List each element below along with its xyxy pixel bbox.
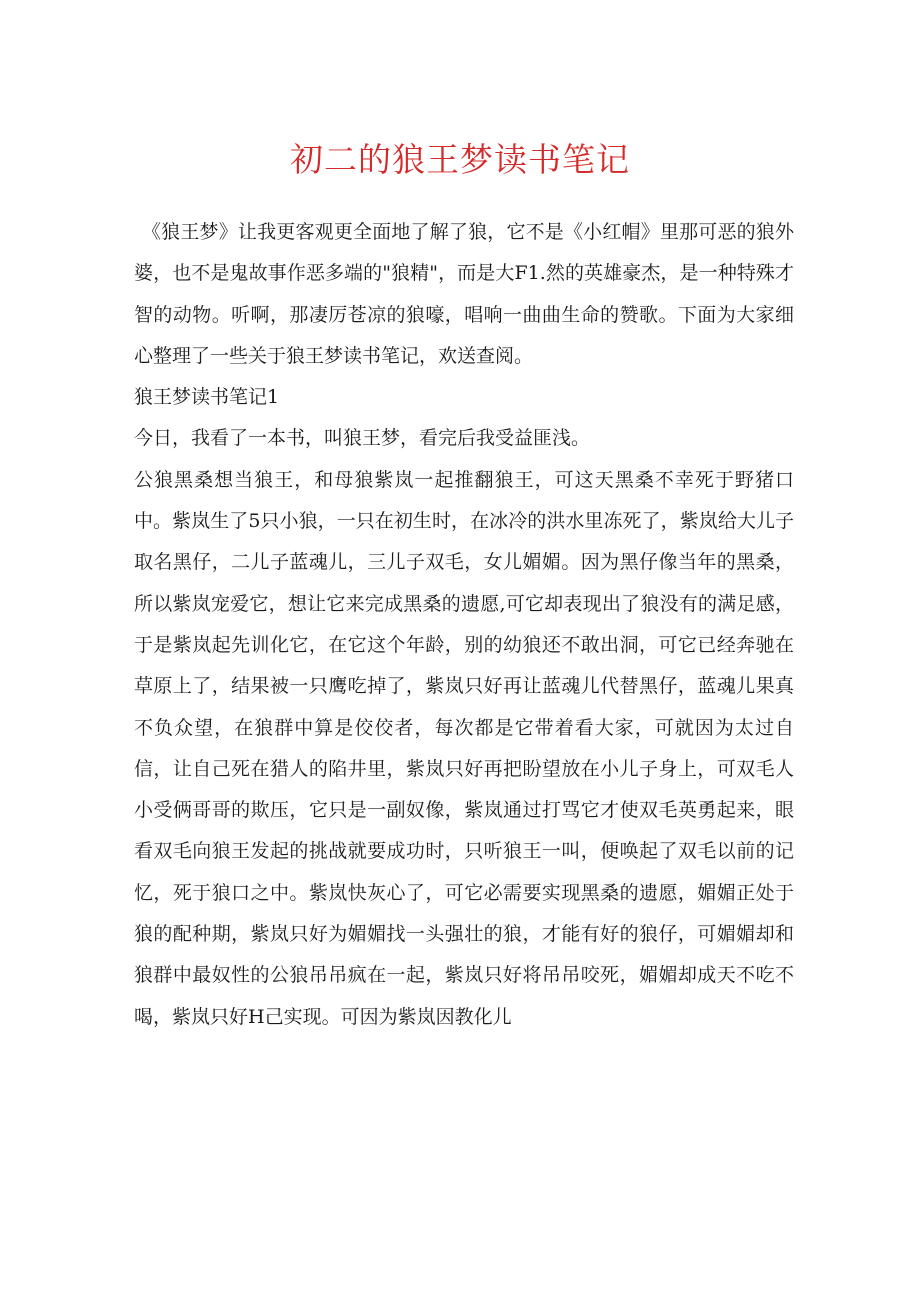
body-paragraph: 今日，我看了一本书，叫狼王梦，看完后我受益匪浅。 <box>134 427 591 450</box>
document-body <box>134 212 794 1038</box>
body-paragraph: 公狼黑桑想当狼王，和母狼紫岚一起推翻狼王，可这天黑桑不幸死于野猪口中。紫岚生了5只小狼，一只在初生时，在冰冷的洪水里冻死了，紫岚给大儿子取名黑仔，二儿子蓝魂儿，三儿子双毛，女儿媚媚。因为黑仔像当年的黑桑，所以紫岚宠爱它，想让它来完成黑桑的遗愿,可它却表现出了狼没有的满足感，于是紫岚起先训化它，在它这个年龄，别的幼狼还不敢出洞，可它已经奔驰在草原上了，结果被一只鹰吃掉了，紫岚只好再让蓝魂儿代替黑仔，蓝魂儿果真不负众望，在狼群中算是佼佼者，每次都是它带着看大家，可就因为太过自信，让自己死在猎人的陷井里，紫岚只好再把盼望放在小儿子身上，可双毛人小受俩哥哥的欺压，它只是一副奴像，紫岚通过打骂它才使双毛英勇起来，眼看双毛向狼王发起的挑战就要成功时，只听狼王一叫，便唤起了双毛以前的记忆，死于狼口之中。紫岚快灰心了，可它必需要实现黑桑的遗愿，媚媚正处于狼的配种期，紫岚只好为媚媚找一头强壮的狼，才能有好的狼仔，可媚媚却和狼群中最奴性的公狼吊吊疯在一起，紫岚只好将吊吊咬死，媚媚却成天不吃不喝，紫岚只好H己实现。可因为紫岚因教化儿 <box>134 468 794 1028</box>
document-title: 初二的狼王梦读书笔记 <box>290 140 630 179</box>
intro-paragraph: 《狼王梦》让我更客观更全面地了解了狼，它不是《小红帽》里那可恶的狼外婆，也不是鬼故事作恶多端的"狼精"，而是大F1.然的英雄豪杰，是一种特殊才智的动物。听啊，那凄厉苍凉的狼嚎，唱响一曲曲生命的赞歌。下面为大家细心整理了一些关于狼王梦读书笔记，欢送查阅。 <box>134 221 794 367</box>
section-heading: 狼王梦读书笔记1 <box>134 386 280 409</box>
